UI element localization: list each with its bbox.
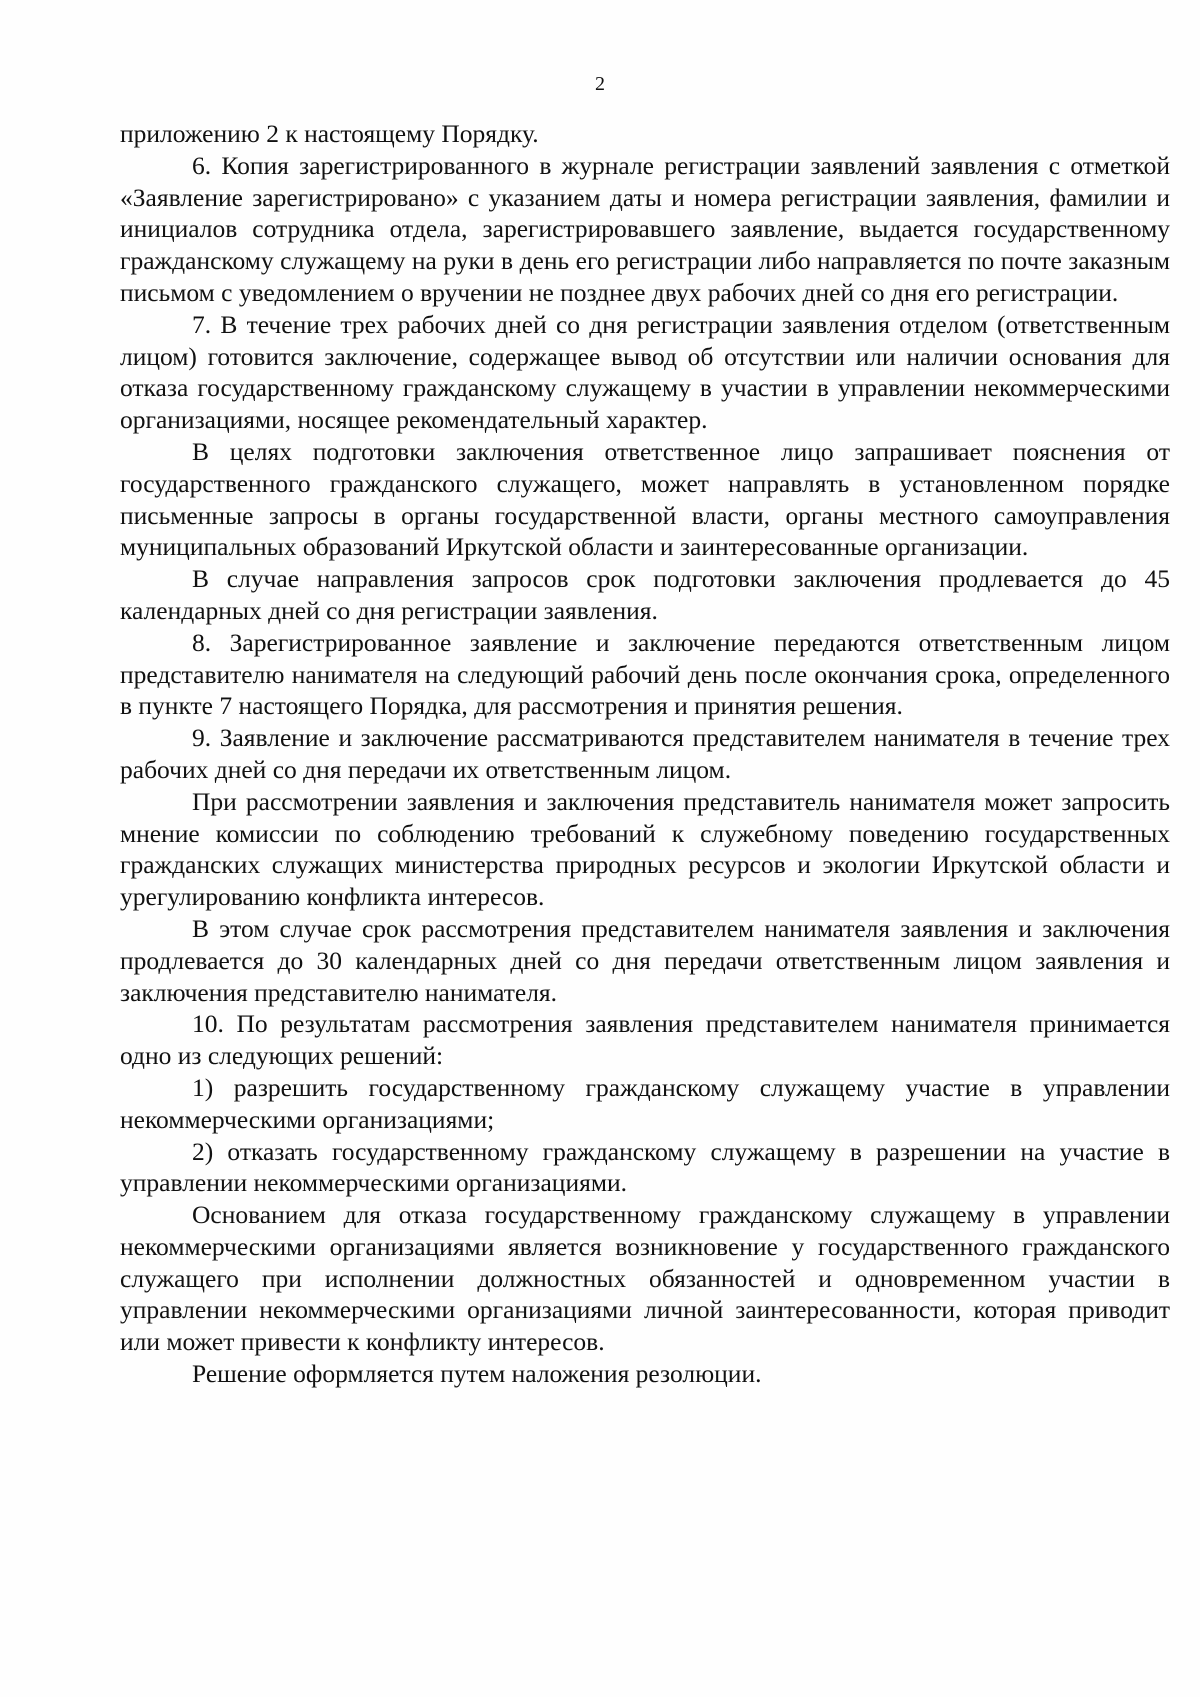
paragraph-item-6: 6. Копия зарегистрированного в журнале регистрации заявлений заявления с отметкой «Заявление зарегистрировано» с указанием даты и номера регистрации заявления, фамилии и инициалов сотрудника отдела, зарегистрировавшего заявление, выдается государственному гражданскому служащему на руки в день его регистрации либо направляется по почте заказным письмом с уведомлением о вручении не позднее двух рабочих дней со дня его регистрации. [120,150,1170,307]
page-number: 2 [595,73,605,95]
document-body [120,118,1170,1390]
paragraph-review-extension: В этом случае срок рассмотрения представителем нанимателя заявления и заключения продлевается до 30 календарных дней со дня передачи ответственным лицом заявления и заключения представителю нанимателя. [120,913,1170,1007]
paragraph-item-7: 7. В течение трех рабочих дней со дня регистрации заявления отделом (ответственным лицом) готовится заключение, содержащее вывод об отсутствии или наличии основания для отказа государственному гражданскому служащему в участии в управлении некоммерческими организациями, носящее рекомендательный характер. [120,309,1170,435]
paragraph-item-10: 10. По результатам рассмотрения заявления представителем нанимателя принимается одно из следующих решений: [120,1009,1170,1071]
paragraph-resolution: Решение оформляется путем наложения резолюции. [192,1359,762,1389]
paragraph-continuation: приложению 2 к настоящему Порядку. [120,119,539,148]
paragraph-decision-1: 1) разрешить государственному гражданскому служащему участие в управлении некоммерческими организациями; [120,1072,1170,1134]
paragraph-decision-2: 2) отказать государственному гражданскому служащему в разрешении на участие в управлении некоммерческими организациями. [120,1136,1170,1198]
paragraph-term-extension: В случае направления запросов срок подготовки заключения продлевается до 45 календарных дней со дня регистрации заявления. [120,564,1170,625]
paragraph-conclusion-preparation: В целях подготовки заключения ответственное лицо запрашивает пояснения от государственного гражданского служащего, может направлять в установленном порядке письменные запросы в органы государственной власти, органы местного самоуправления муниципальных образований Иркутской области и заинтересованные организации. [120,436,1170,562]
paragraph-item-8: 8. Зарегистрированное заявление и заключение передаются ответственным лицом представителю нанимателя на следующий рабочий день после окончания срока, определенного в пункте 7 настоящего Порядка, для рассмотрения и принятия решения. [120,627,1170,721]
paragraph-refusal-grounds: Основанием для отказа государственному гражданскому служащему в управлении некоммерческими организациями является возникновение у государственного гражданского служащего при исполнении должностных обязанностей и одновременном участии в управлении некоммерческими организациями личной заинтересованности, которая приводит или может привести к конфликту интересов. [120,1200,1170,1357]
paragraph-item-9: 9. Заявление и заключение рассматриваются представителем нанимателя в течение трех рабочих дней со дня передачи их ответственным лицом. [120,723,1170,784]
paragraph-commission-opinion: При рассмотрении заявления и заключения представитель нанимателя может запросить мнение комиссии по соблюдению требований к служебному поведению государственных гражданских служащих министерства природных ресурсов и экологии Иркутской области и урегулированию конфликта интересов. [120,786,1170,912]
